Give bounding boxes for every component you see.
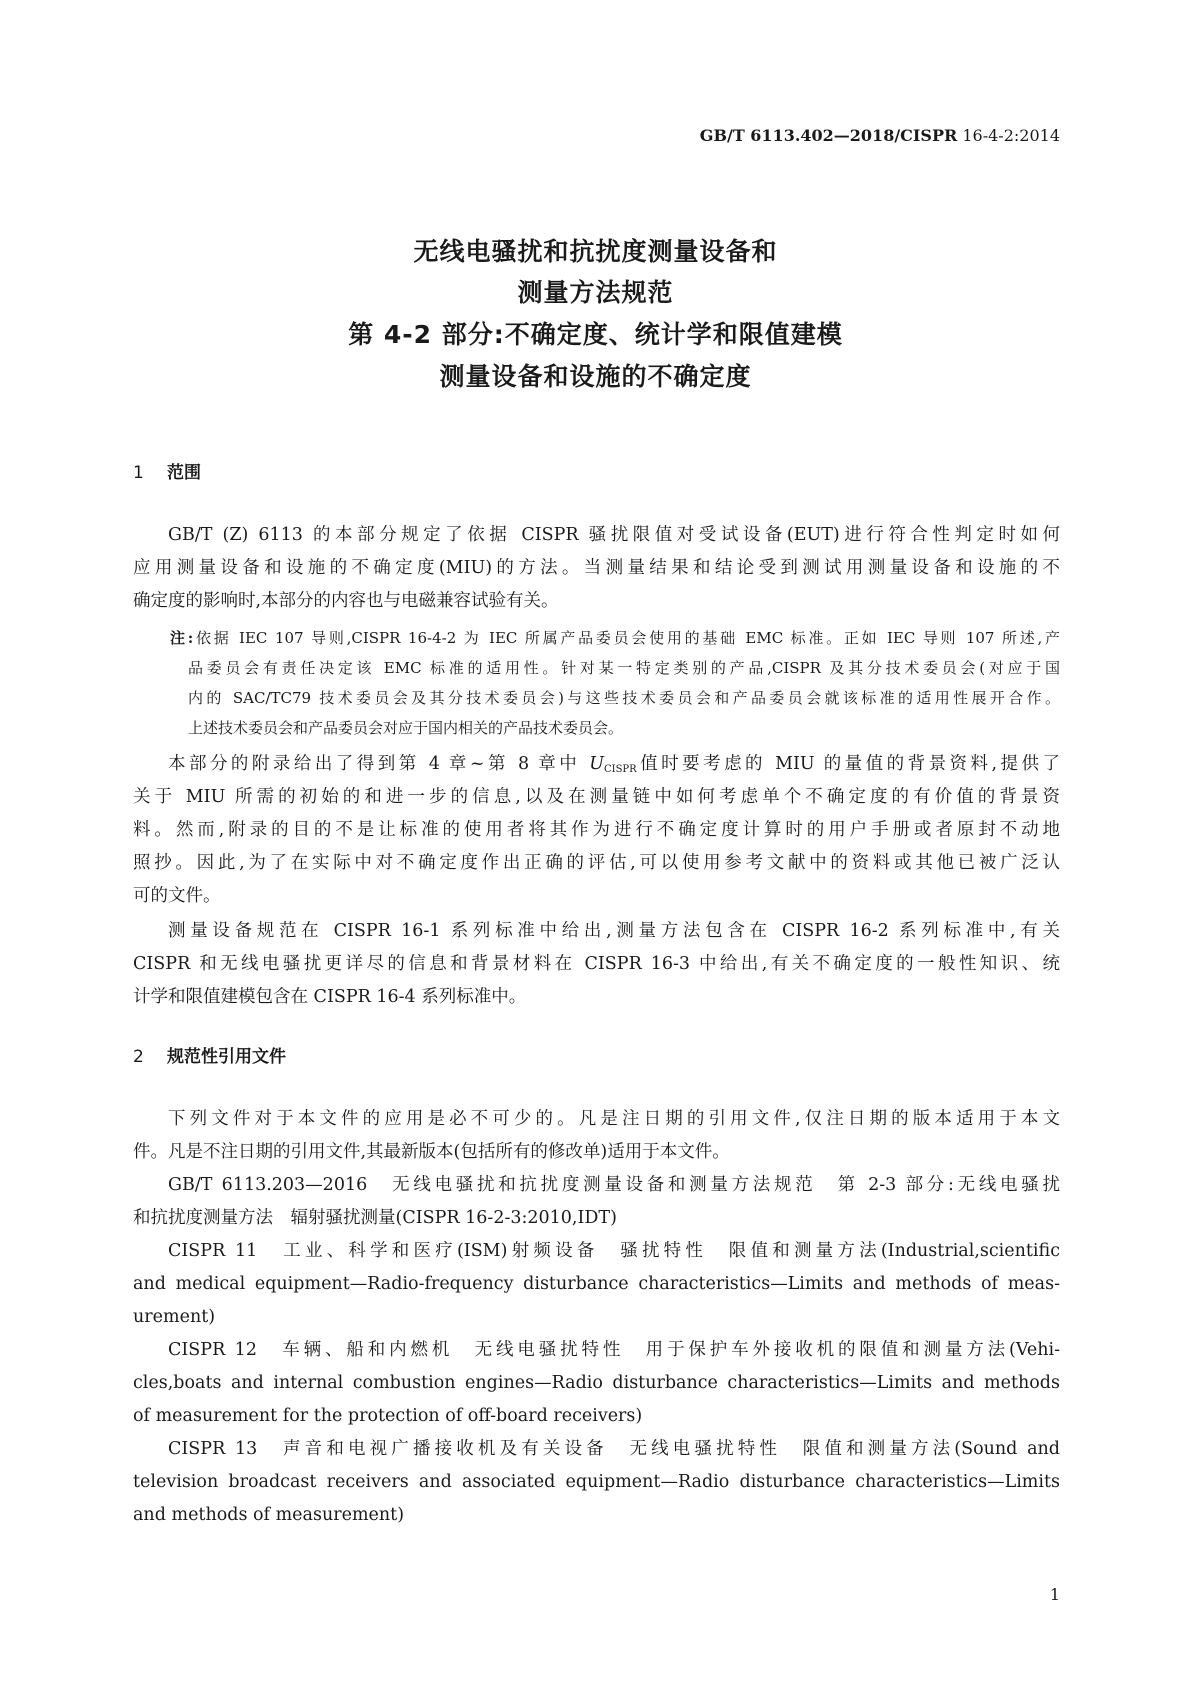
paragraph-line: 计学和限值建模包含在 CISPR 16-4 系列标准中。	[133, 987, 527, 1007]
note-line: 注:依据 IEC 107 导则,CISPR 16-4-2 为 IEC 所属产品委员会使用的基础 EMC 标准。正如 IEC 导则 107 所述,产	[170, 629, 1060, 647]
paragraph-line: 测量设备规范在 CISPR 16-1 系列标准中给出,测量方法包含在 CISPR 16-2 系列标准中,有关	[168, 921, 1060, 941]
note-line: 内的 SAC/TC79 技术委员会及其分技术委员会)与这些技术委员会和产品委员会就该标准的适用性展开合作。	[188, 689, 1060, 707]
paragraph-line: 可的文件。	[133, 886, 221, 906]
reference-line: and medical equipment—Radio-frequency disturbance characteristics—Limits and methods of meas-	[133, 1274, 1060, 1294]
paragraph-line: 料。然而,附录的目的不是让标准的使用者将其作为进行不确定度计算时的用户手册或者原封不动地	[133, 820, 1060, 840]
reference-line: 和抗扰度测量方法 辐射骚扰测量(CISPR 16-2-3:2010,IDT)	[133, 1208, 617, 1228]
reference-line: CISPR 12 车辆、船和内燃机 无线电骚扰特性 用于保护车外接收机的限值和测量方法(Vehi-	[168, 1340, 1060, 1360]
section-heading: 1 范围	[133, 463, 201, 483]
reference-line: cles,boats and internal combustion engines—Radio disturbance characteristics—Limits and methods	[133, 1373, 1060, 1393]
reference-line: and methods of measurement)	[133, 1505, 405, 1525]
reference-line: CISPR 11 工业、科学和医疗(ISM)射频设备 骚扰特性 限值和测量方法(Industrial,scientific	[168, 1241, 1060, 1261]
paragraph-line: 件。凡是不注日期的引用文件,其最新版本(包括所有的修改单)适用于本文件。	[133, 1142, 730, 1162]
paragraph-line: 确定度的影响时,本部分的内容也与电磁兼容试验有关。	[133, 591, 559, 611]
standard-header: GB/T 6113.402—2018/CISPR 16-4-2:2014	[699, 126, 1060, 145]
reference-line: of measurement for the protection of off-board receivers)	[133, 1406, 643, 1426]
note-label: 注:	[170, 629, 194, 647]
paragraph-line: GB/T (Z) 6113 的本部分规定了依据 CISPR 骚扰限值对受试设备(EUT)进行符合性判定时如何	[168, 525, 1060, 545]
paragraph-line: 应用测量设备和设施的不确定度(MIU)的方法。当测量结果和结论受到测试用测量设备和设施的不	[133, 558, 1060, 578]
title-line: 测量设备和设施的不确定度	[439, 362, 752, 391]
paragraph-line: 关于 MIU 所需的初始的和进一步的信息,以及在测量链中如何考虑单个不确定度的有价值的背景资	[133, 787, 1060, 807]
reference-line: urement)	[133, 1307, 216, 1327]
reference-line: GB/T 6113.203—2016 无线电骚扰和抗扰度测量设备和测量方法规范 第 2-3 部分:无线电骚扰	[168, 1175, 1060, 1195]
reference-line: television broadcast receivers and associated equipment—Radio disturbance characteristics—Limits	[133, 1472, 1060, 1492]
page-number: 1	[1049, 1585, 1060, 1604]
paragraph-line: 下列文件对于本文件的应用是必不可少的。凡是注日期的引用文件,仅注日期的版本适用于本文	[168, 1109, 1060, 1129]
paragraph-line: CISPR 和无线电骚扰更详尽的信息和背景材料在 CISPR 16-3 中给出,有关不确定度的一般性知识、统	[133, 954, 1060, 974]
title-line: 测量方法规范	[517, 278, 674, 307]
paragraph-line: 本部分的附录给出了得到第 4 章~第 8 章中 $U_{CISPR}$值时要考虑的 MIU 的量值的背景资料,提供了	[168, 754, 1060, 775]
title-line: 第 4-2 部分:不确定度、统计学和限值建模	[348, 320, 843, 349]
reference-line: CISPR 13 声音和电视广播接收机及有关设备 无线电骚扰特性 限值和测量方法(Sound and	[168, 1439, 1060, 1459]
title-line: 无线电骚扰和抗扰度测量设备和	[413, 237, 778, 266]
note-line: 品委员会有责任决定该 EMC 标准的适用性。针对某一特定类别的产品,CISPR 及其分技术委员会(对应于国	[188, 659, 1060, 677]
section-heading: 2 规范性引用文件	[133, 1047, 286, 1067]
note-line: 上述技术委员会和产品委员会对应于国内相关的产品技术委员会。	[188, 719, 624, 737]
paragraph-line: 照抄。因此,为了在实际中对不确定度作出正确的评估,可以使用参考文献中的资料或其他已被广泛认	[133, 853, 1060, 873]
